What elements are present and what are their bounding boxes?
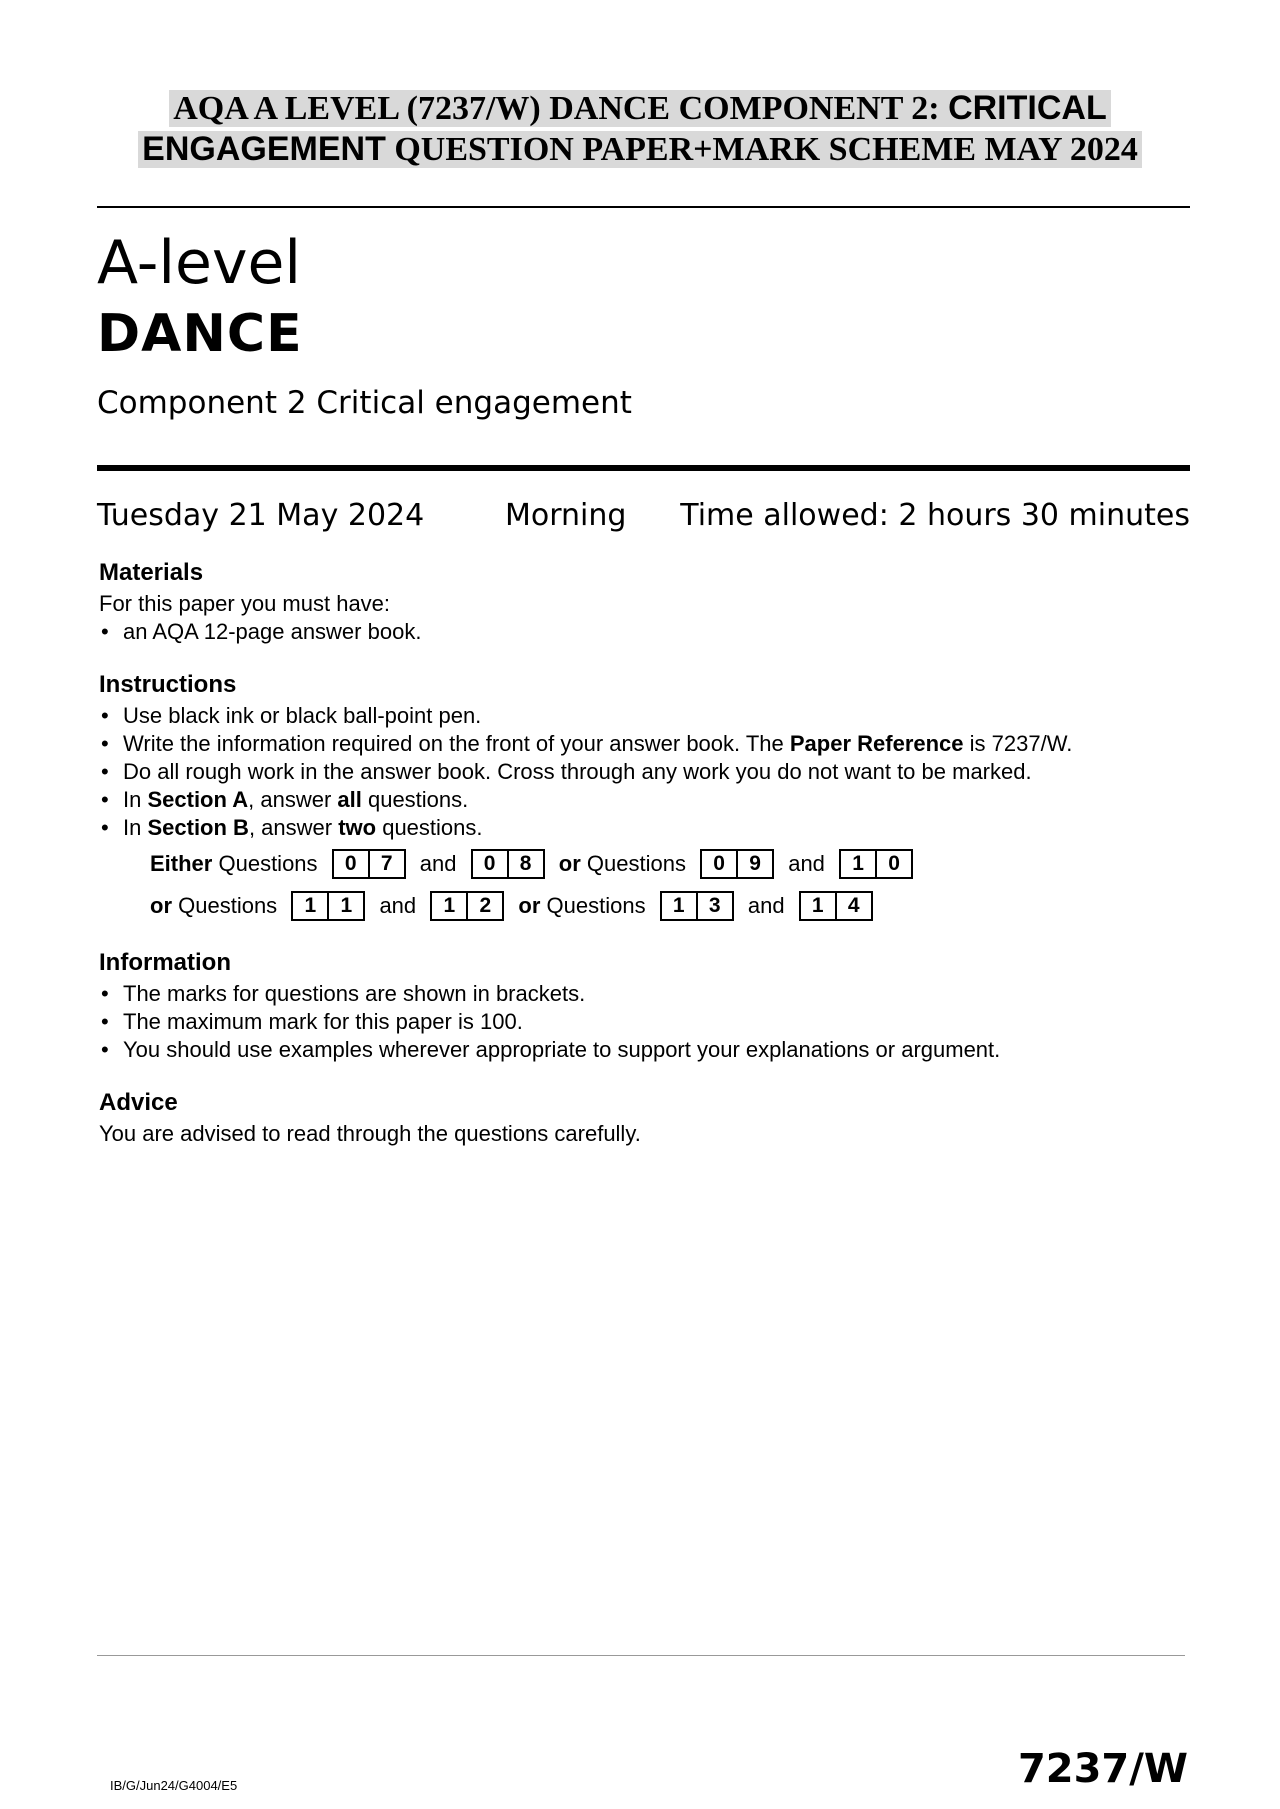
- time-allowed: Time allowed: 2 hours 30 minutes: [680, 498, 1190, 533]
- instructions-heading: Instructions: [99, 671, 237, 698]
- question-box-11: 1 1: [291, 891, 365, 921]
- heading-divider: [97, 465, 1190, 471]
- question-choice-row-2: or Questions 1 1 and 1 2 or Questions 1 3 and 1 4: [150, 891, 881, 921]
- question-box-07: 0 7: [332, 849, 406, 879]
- instruction-item-2: • Write the information required on the front of your answer book. The Paper Reference is 7237/W.: [99, 730, 1189, 758]
- exam-session: Morning: [505, 498, 627, 533]
- materials-intro: For this paper you must have:: [99, 591, 391, 616]
- instruction-item-1: • Use black ink or black ball-point pen.: [99, 702, 1189, 730]
- instruction-item-4: • In Section A, answer all questions.: [99, 786, 1189, 814]
- question-box-12: 1 2: [430, 891, 504, 921]
- title-banner: [130, 88, 1150, 170]
- paper-code: 7237/W: [1017, 1746, 1188, 1792]
- information-item: • You should use examples wherever appropriate to support your explanations or argument.: [99, 1036, 1189, 1064]
- question-box-08: 0 8: [471, 849, 545, 879]
- materials-heading: Materials: [99, 559, 204, 586]
- materials-item: • an AQA 12-page answer book.: [99, 618, 1189, 646]
- question-choice-row-1: Either Questions 0 7 and 0 8 or Questions 0 9 and 1 0: [150, 849, 921, 879]
- qualification-level: A-level: [97, 228, 302, 298]
- footer-reference: IB/G/Jun24/G4004/E5: [110, 1778, 238, 1793]
- component-title: Component 2 Critical engagement: [97, 385, 632, 421]
- banner-line-2: ENGAGEMENT QUESTION PAPER+MARK SCHEME MAY 2024: [138, 131, 1142, 168]
- question-box-13: 1 3: [660, 891, 734, 921]
- question-box-14: 1 4: [799, 891, 873, 921]
- footer-divider: [97, 1655, 1185, 1656]
- instruction-item-3: • Do all rough work in the answer book. Cross through any work you do not want to be marked.: [99, 758, 1189, 786]
- information-item: • The marks for questions are shown in brackets.: [99, 980, 1189, 1008]
- information-section: [99, 948, 1189, 1064]
- exam-date: Tuesday 21 May 2024: [97, 498, 425, 533]
- subject-title: DANCE: [97, 304, 303, 364]
- question-box-09: 0 9: [700, 849, 774, 879]
- instructions-section: [99, 670, 1189, 842]
- advice-section: [99, 1088, 1189, 1148]
- materials-section: [99, 558, 1189, 646]
- instruction-item-5: • In Section B, answer two questions.: [99, 814, 1189, 842]
- advice-text: You are advised to read through the questions carefully.: [99, 1121, 641, 1146]
- banner-line-1: AQA A LEVEL (7237/W) DANCE COMPONENT 2: CRITICAL: [169, 90, 1110, 127]
- information-heading: Information: [99, 949, 231, 976]
- top-divider: [97, 206, 1190, 208]
- advice-heading: Advice: [99, 1089, 178, 1116]
- question-box-10: 1 0: [839, 849, 913, 879]
- information-item: • The maximum mark for this paper is 100.: [99, 1008, 1189, 1036]
